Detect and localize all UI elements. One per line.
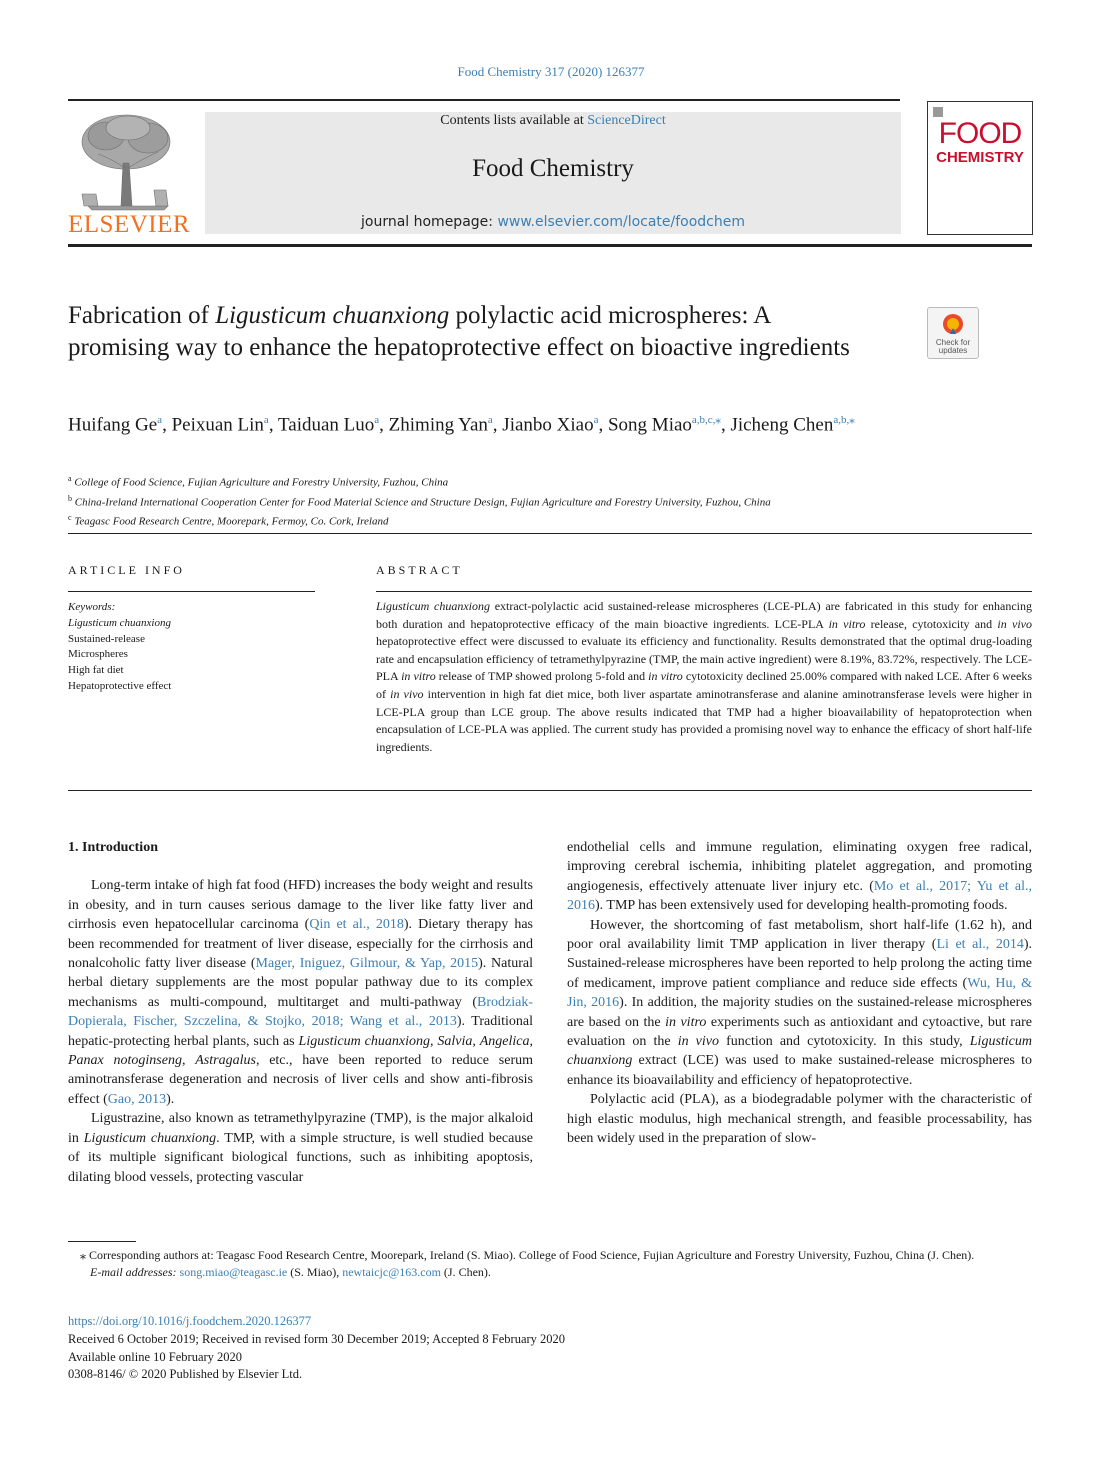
italic-term: Angelica [479, 1033, 530, 1049]
email-owner: (J. Chen). [440, 1265, 491, 1279]
author-affiliation-marker[interactable]: a [263, 414, 269, 426]
text-run: hepatoprotective effect were discussed to evaluate its efficiency and functionality. Results demonstrated that the optimal drug-loading rate and encapsulation efficiency of tetramethylpyrazine (TMP, the main active ingredient) were 8.19%, 83.72%, respectively. The LCE-PLA [376, 634, 1032, 684]
abstract-end-rule [68, 790, 1032, 791]
italic-term: Panax notoginseng [68, 1053, 182, 1069]
italic-term: Ligusticum chuanxiong [298, 1033, 430, 1049]
text-run: ). Traditional hepatic-protecting herbal plants, such as [68, 1014, 533, 1049]
email-link-chen[interactable]: newtaicjc@163.com [342, 1265, 441, 1279]
text-run: extract-polylactic acid sustained-release microspheres (LCE-PLA) are fabricated in this study for enhancing both duration and hepatoprotective efficacy of the main bioactive ingredients. LCE-PLA [376, 599, 1033, 631]
citation-link[interactable]: Mo et al., 2017; Yu et al., 2016 [567, 878, 1032, 914]
citation-link[interactable]: Mager, Iniguez, Gilmour, & Yap, 2015 [255, 956, 479, 972]
text-run: ). In addition, the majority studies on the sustained-release microspheres are based on the [567, 995, 1032, 1030]
title-species: Ligusticum chuanxiong [215, 302, 450, 329]
text-run: ). Dietary therapy has been recommended for treatment of liver disease, especially for the cirrhosis and nonalcoholic fatty liver disease ( [68, 917, 533, 972]
footnote-rule [68, 1241, 136, 1242]
text-run: . TMP, with a simple structure, is well studied because of its multiple significant biological functions, such as inhibiting apoptosis, dilating blood vessels, protecting vascular [68, 1130, 534, 1185]
text-run: Ligustrazine, also known as tetramethylpyrazine (TMP), is the major alkaloid in [68, 1111, 533, 1146]
italic-term: in vitro [648, 669, 683, 684]
publisher-wordmark: ELSEVIER [68, 211, 191, 238]
affiliation-text: China-Ireland International Cooperation Center for Food Material Science and Structure Design, Fujian Agriculture and Forestry University, Fuzhou, China [74, 496, 771, 509]
text-run: experiments such as antioxidant and cytoactive, but rare evaluation on the [567, 1014, 1032, 1050]
italic-term: in vivo [390, 686, 424, 701]
issn-copyright: 0308-8146/ © 2020 Published by Elsevier Ltd. [68, 1367, 303, 1382]
section-heading-introduction: 1. Introduction [68, 840, 158, 855]
citation-link[interactable]: Qin et al., 2018 [309, 917, 404, 933]
header-top-rule [68, 99, 900, 101]
italic-term: Astragalus [195, 1053, 256, 1069]
affiliation-key: c [68, 513, 72, 523]
affiliation-key: a [68, 474, 72, 483]
text-run: intervention in high fat diet mice, both liver aspartate aminotransferase and alanine aminotransferase levels were higher in LCE-PLA group than LCE group. The above results indicated that TMP had a higher bioavailability of hepatoprotection when encapsulation of LCE-PLA was applied. The current study has provided a promising novel way to enhance the efficacy of short half-life ingredients. [376, 686, 1032, 754]
affiliation-item [68, 491, 1048, 511]
section-rule [68, 533, 1032, 534]
affiliation-text: College of Food Science, Fujian Agriculture and Forestry University, Fuzhou, China [74, 476, 449, 489]
body-paragraph [68, 1109, 533, 1187]
keyword-item: Ligusticum chuanxiong [68, 616, 171, 629]
title-part: polylactic acid microspheres: A promising way to enhance the hepatoprotective effect on bioactive ingredients [68, 302, 850, 361]
body-paragraph [68, 876, 533, 1109]
author-name[interactable]: Taiduan Luo [277, 414, 375, 436]
author-affiliation-marker[interactable]: a [593, 414, 599, 426]
abstract-text [376, 598, 1032, 756]
title-part: Fabrication of [68, 302, 216, 329]
author-name[interactable]: Huifang Ge [68, 414, 158, 436]
homepage-label: journal homepage: [360, 214, 498, 230]
article-info-heading: ARTICLE INFO [68, 563, 185, 577]
author-name[interactable]: Jicheng Chen [730, 414, 834, 436]
text-run: release of TMP showed prolong 5-fold and [435, 669, 649, 684]
author-name[interactable]: Jianbo Xiao [502, 414, 594, 436]
text-run: , [472, 1033, 480, 1049]
text-run: function and cytotoxicity. In this study, [718, 1034, 970, 1050]
footnotes [68, 1247, 1032, 1281]
cover-food-wordmark: FOOD [938, 117, 1022, 150]
affiliation-item [68, 510, 1048, 530]
italic-term: in vitro [665, 1014, 707, 1030]
author-affiliation-marker[interactable]: a [374, 414, 380, 426]
check-updates-icon [941, 312, 965, 338]
author-name[interactable]: Song Miao [607, 414, 692, 436]
author-affiliation-marker[interactable]: a [157, 414, 163, 426]
text-run: endothelial cells and immune regulation, eliminating oxygen free radical, improving cerebral ischemia, inhibiting platelet aggregation, and promoting angiogenesis, effectively attenuate liver injury etc. ( [567, 840, 1032, 894]
citation-link[interactable]: Li et al., 2014 [936, 937, 1024, 953]
keywords-label: Keywords: [68, 601, 116, 613]
email-link-miao[interactable]: song.miao@teagasc.ie [179, 1265, 288, 1279]
corresponding-author-note: ⁎ Corresponding authors at: Teagasc Food Research Centre, Moorepark, Ireland (S. Miao). College of Food Science, Fujian Agriculture and Forestry University, Fuzhou, China (J. Chen). [80, 1248, 975, 1262]
text-run: cytotoxicity declined 25.00% compared with naked LCE. After 6 weeks of [376, 669, 1032, 701]
check-for-updates-button[interactable] [927, 307, 979, 359]
text-run: release, cytotoxicity and [865, 616, 998, 631]
affiliation-key: b [68, 493, 72, 503]
text-run: ). [166, 1091, 175, 1107]
text-run: ). TMP has been extensively used for developing health-promoting foods. [595, 898, 1008, 914]
received-dates: Received 6 October 2019; Received in revised form 30 December 2019; Accepted 8 February 2020 [68, 1331, 566, 1346]
cover-chemistry-wordmark: CHEMISTRY [936, 149, 1024, 166]
keyword-item: Sustained-release [68, 632, 145, 645]
header-bottom-rule [68, 244, 1032, 247]
citation-link[interactable]: Gao, 2013 [107, 1091, 167, 1107]
text-run: Polylactic acid (PLA), as a biodegradable polymer with the characteristic of high elastic modulus, high mechanical strength, and feasible processability, has been widely used in the preparation of slow- [567, 1092, 1032, 1147]
homepage-link[interactable]: www.elsevier.com/locate/foodchem [497, 214, 746, 230]
body-paragraph [567, 916, 1032, 1091]
keyword-item: Hepatoprotective effect [68, 679, 172, 692]
journal-cover-thumbnail[interactable] [927, 101, 1033, 235]
text-run: extract (LCE) was used to make sustained-release microspheres to enhance its bioavailability and efficiency of hepatoprotective. [567, 1053, 1032, 1088]
email-label: E-mail addresses: [90, 1265, 180, 1279]
author-affiliation-marker[interactable]: a,b,c,⁎ [691, 414, 721, 426]
body-paragraph [567, 1090, 1032, 1148]
email-line [68, 1264, 1032, 1281]
journal-citation[interactable]: Food Chemistry 317 (2020) 126377 [457, 64, 645, 79]
article-info-rule [68, 591, 315, 592]
sciencedirect-link[interactable]: ScienceDirect [587, 113, 666, 128]
text-run: , [181, 1053, 196, 1069]
doi-link[interactable]: https://doi.org/10.1016/j.foodchem.2020.126377 [68, 1314, 312, 1328]
body-column-left [68, 838, 533, 1187]
email-owner: (S. Miao), [287, 1265, 343, 1279]
body-column-right [567, 838, 1032, 1149]
author-name[interactable]: Peixuan Lin [171, 414, 264, 436]
check-updates-label: Check for updates [935, 338, 971, 355]
keywords-block [68, 600, 308, 695]
available-online: Available online 10 February 2020 [68, 1349, 243, 1364]
journal-title: Food Chemistry [472, 155, 634, 182]
article-metadata [68, 1313, 1032, 1384]
keyword-item: High fat diet [68, 664, 124, 677]
affiliation-item [68, 471, 1048, 491]
italic-term: in vivo [677, 1034, 719, 1050]
article-title [68, 300, 868, 364]
abstract-rule [376, 591, 1032, 592]
italic-term: Ligusticum chuanxiong [83, 1130, 217, 1146]
author-affiliation-marker[interactable]: a,b,⁎ [833, 414, 855, 426]
author-affiliation-marker[interactable]: a [487, 414, 493, 426]
text-run: However, the shortcoming of fast metabolism, short half-life (1.62 h), and poor oral availability limit TMP application in liver therapy ( [567, 917, 1032, 953]
journal-homepage-line [205, 214, 901, 230]
italic-term: Salvia [437, 1033, 473, 1049]
italic-term: in vitro [828, 616, 866, 631]
author-name[interactable]: Zhiming Yan [388, 414, 488, 436]
italic-term: in vivo [997, 616, 1032, 631]
affiliation-text: Teagasc Food Research Centre, Moorepark, Fermoy, Co. Cork, Ireland [74, 515, 389, 528]
italic-term: Ligusticum chuanxiong [567, 1034, 1032, 1069]
contents-availability-line [205, 113, 901, 129]
text-run: ). Natural herbal dietary supplements are the most popular pathway due to its complex mechanisms as multi-compound, multitarget and multi-pathway ( [68, 956, 533, 1010]
text-run: , [529, 1033, 534, 1049]
text-run: ). Sustained-release microspheres have been reported to help prolong the acting time of medicament, improve patient compliance and reduce side effects ( [567, 937, 1032, 991]
citation-link[interactable]: Brodziak-Dopierala, Fischer, Szczelina, & Stojko, 2018; Wang et al., 2013 [68, 994, 533, 1030]
affiliation-list [68, 471, 1048, 530]
contents-prefix: Contents lists available at [440, 113, 588, 128]
text-run: , etc., have been reported to reduce serum aminotransferase degeneration and necrosis of liver cells and show anti-fibrosis effect ( [68, 1053, 533, 1107]
text-run: , [429, 1033, 438, 1049]
italic-term: Ligusticum chuanxiong [376, 599, 491, 613]
citation-link[interactable]: Wu, Hu, & Jin, 2016 [567, 975, 1032, 1011]
author-list: Huifang Ge$^a$, Peixuan Lin$^a$, Taiduan Luo$^a$, Zhiming Yan$^a$, Jianbo Xiao$^a$, Song Miao$^{a,b,c,⁎}$, Jicheng Chen$^{a,b,⁎}$ [68, 414, 855, 436]
text-run: Long-term intake of high fat food (HFD) increases the body weight and results in obesity, and in turn causes serious damage to the liver like fatty liver and cirrhosis even hepatocellular carcinoma ( [68, 878, 533, 933]
body-paragraph [567, 838, 1032, 916]
keyword-item: Microspheres [68, 648, 128, 661]
abstract-heading: ABSTRACT [376, 563, 463, 577]
italic-term: in vitro [401, 669, 436, 684]
